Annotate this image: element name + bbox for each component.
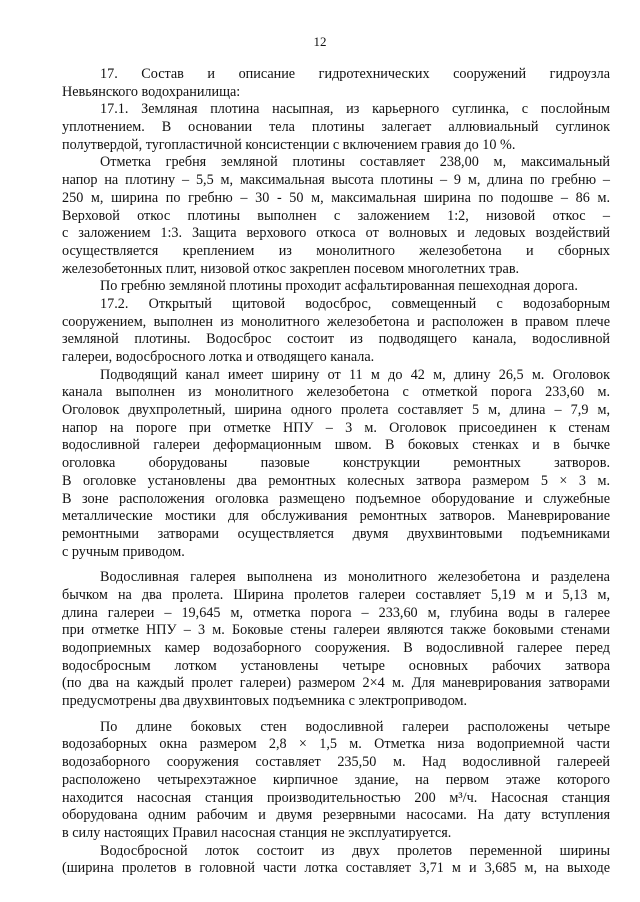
text-line: (по два на каждый пролет галереи) размером 2×4 м. Для маневрирования затворами (62, 675, 610, 692)
text-line: водоприемных камер водозаборного сооружения. В водосливной галерее перед (62, 640, 610, 656)
text-line: земляной плотины. Водосброс состоит из подводящего канала, водосливной (62, 331, 610, 348)
paragraph-spacer (62, 711, 610, 719)
text-line: По гребню земляной плотины проходит асфальтированная пешеходная дорога. (100, 278, 578, 295)
text-line: По длине боковых стен водосливной галереи расположены четыре (100, 718, 610, 735)
text-line: оголовка оборудованы пазовые конструкции ремонтных затворов. (62, 455, 610, 472)
text-line: В оголовке установлены два ремонтных колесных затвора размером 5 × 3 м. (62, 472, 610, 489)
text-line: с ручным приводом. (62, 543, 185, 560)
text-line: расположено четырехэтажное кирпичное здание, на первом этаже которого (62, 771, 610, 788)
text-line: в силу настоящих Правил насосная станция не эксплуатируется. (62, 824, 452, 841)
paragraph-tray (62, 843, 610, 878)
text-line: 17.1. Земляная плотина насыпная, из карьерного суглинка, с послойным (100, 101, 610, 118)
text-line: Отметка гребня земляной плотины составляет 238,00 м, максимальный (100, 154, 610, 171)
paragraph-windows (62, 719, 610, 843)
text-line: полутвердой, тугопластичной консистенции с включением гравия до 10 %. (62, 136, 516, 153)
text-line: водозаборных окна размером 2,8 × 1,5 м. Отметка низа водоприемной части (62, 736, 610, 753)
text-line: бычком на два пролета. Ширина пролетов галереи составляет 5,19 м и 5,13 м, (62, 586, 610, 603)
text-line: галереи, водосбросного лотка и отводящего канала. (62, 349, 375, 365)
text-line: предусмотрены два двухвинтовых подъемника с электроприводом. (62, 693, 468, 710)
paragraph-crest (62, 154, 610, 278)
text-line: находится насосная станция производительностью 200 м³/ч. Насосная станция (62, 789, 610, 806)
text-line: оборудована одним рабочим и двумя резервными насосами. На дату вступления (62, 807, 610, 824)
text-line: напор на пороге при отметке НПУ – 3 м. Оголовок присоединен к стенам (62, 419, 610, 436)
text-line: Оголовок двухпролетный, ширина одного пролета составляет 5 м, длина – 7,9 м, (62, 402, 610, 419)
paragraph-road (62, 278, 610, 296)
text-line: Верховой откос плотины выполнен с заложением 1:2, низовой откос – (62, 207, 610, 224)
text-line: водозаборного сооружения составляет 235,50 м. Над водосливной галереей (62, 754, 610, 771)
text-line: Невьянского водохранилища: (62, 83, 241, 100)
paragraph-17-1 (62, 101, 610, 154)
text-line: канала выполнен из монолитного железобетона с отметкой порога 233,60 м. (62, 384, 610, 401)
paragraph-gallery (62, 569, 610, 711)
page-number: 12 (313, 34, 327, 49)
text-line: сооружением, выполнен из монолитного железобетона и расположен в правом плече (62, 313, 610, 330)
text-line: длина галереи – 19,645 м, отметка порога – 233,60 м, глубина воды в галерее (62, 604, 610, 621)
paragraph-spacer (62, 561, 610, 569)
text-line: водосливной галереи деформационным швом. В боковых стенках и в бычке (62, 437, 610, 454)
text-line: ремонтными затворами осуществляется двумя двухвинтовыми подъемниками (62, 525, 610, 542)
text-line: 17.2. Открытый щитовой водосброс, совмещенный с водозаборным (100, 295, 610, 312)
text-line: 250 м, ширина по гребню – 30 - 50 м, максимальная ширина по подошве – 86 м. (62, 189, 610, 206)
text-line: уплотнением. В основании тела плотины залегает аллювиальный суглинок (62, 119, 610, 136)
text-line: железобетонных плит, низовой откос закреплен посевом многолетних трав. (62, 260, 520, 277)
paragraph-channel (62, 367, 610, 562)
text-line: Водосливная галерея выполнена из монолитного железобетона и разделена (100, 569, 610, 586)
text-line: при отметке НПУ – 3 м. Боковые стены галереи являются также боковыми стенами (62, 622, 610, 639)
document-body (62, 66, 610, 878)
text-line: с заложением 1:3. Защита верхового откоса от волновых и ледовых воздействий (62, 225, 610, 242)
text-line: 17. Состав и описание гидротехнических сооружений гидроузла (100, 66, 610, 82)
text-line: осуществляется креплением из монолитного железобетона и сборных (62, 242, 610, 259)
text-line: В зоне расположения оголовка размещено подъемное оборудование и служебные (62, 490, 610, 507)
text-line: металлические мостики для обслуживания ремонтных затворов. Маневрирование (62, 508, 610, 525)
text-line: водосбросным лотком установлены четыре основных рабочих затвора (62, 657, 610, 674)
text-line: напор на плотину – 5,5 м, максимальная высота плотины – 9 м, длина по гребню – (62, 172, 610, 189)
text-line: Подводящий канал имеет ширину от 11 м до 42 м, длину 26,5 м. Оголовок (100, 366, 610, 383)
paragraph-17-2 (62, 296, 610, 367)
text-line: Водосбросной лоток состоит из двух пролетов переменной ширины (100, 842, 610, 859)
text-line: (ширина пролетов в головной части лотка составляет 3,71 м и 3,685 м, на выходе (62, 860, 610, 877)
section-17-heading (62, 66, 610, 101)
